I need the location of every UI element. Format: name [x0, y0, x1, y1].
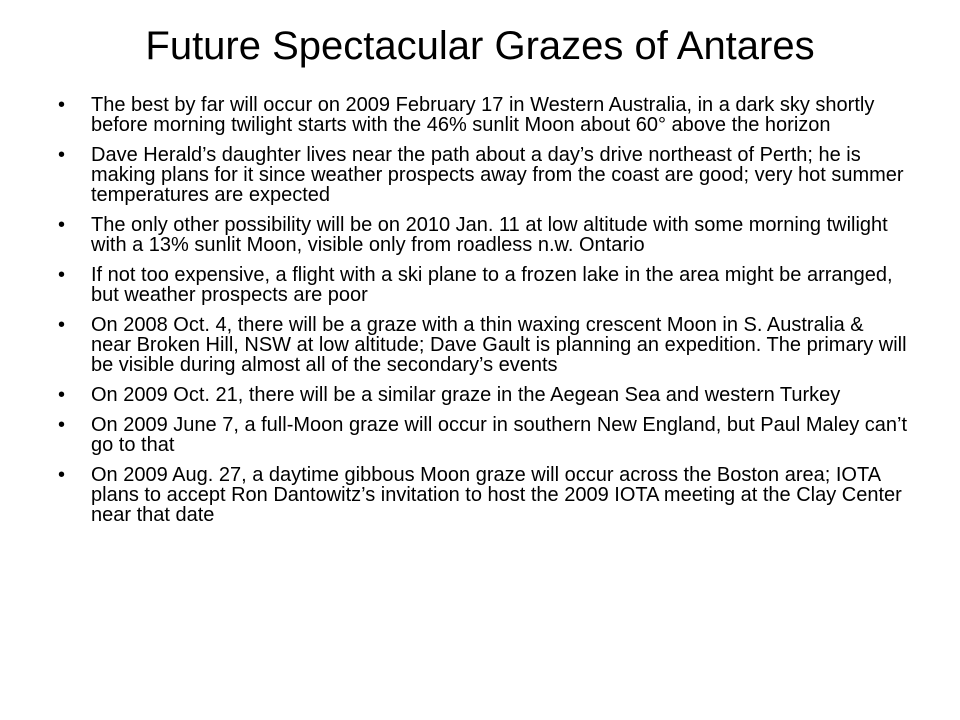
- bullet-text: On 2009 Oct. 21, there will be a similar graze in the Aegean Sea and western Turkey: [91, 384, 841, 406]
- bullet-item-2: [58, 145, 908, 205]
- bullet-item-8: [58, 465, 908, 525]
- bullet-item-1: [58, 95, 908, 135]
- bullet-icon: •: [58, 94, 66, 116]
- bullet-item-4: [58, 265, 908, 305]
- bullet-icon: •: [58, 214, 66, 236]
- bullet-icon: •: [58, 414, 66, 436]
- bullet-text: On 2008 Oct. 4, there will be a graze with a thin waxing crescent Moon in S. Australia & near Broken Hill, NSW at low altitude; Dave Gault is planning an expedition. The primary will be visible during almost all of the secondary’s events: [91, 314, 907, 376]
- bullet-icon: •: [58, 264, 66, 286]
- bullet-text: If not too expensive, a flight with a ski plane to a frozen lake in the area might be arranged, but weather prospects are poor: [91, 264, 893, 306]
- bullet-item-3: [58, 215, 908, 255]
- bullet-icon: •: [58, 314, 66, 336]
- bullet-list: [58, 95, 908, 535]
- bullet-text: On 2009 June 7, a full-Moon graze will occur in southern New England, but Paul Maley can’t go to that: [91, 414, 908, 456]
- bullet-item-6: [58, 385, 908, 405]
- bullet-text: The best by far will occur on 2009 February 17 in Western Australia, in a dark sky shortly before morning twilight starts with the 46% sunlit Moon about 60° above the horizon: [91, 94, 875, 136]
- bullet-icon: •: [58, 384, 66, 406]
- bullet-text: The only other possibility will be on 2010 Jan. 11 at low altitude with some morning twilight with a 13% sunlit Moon, visible only from roadless n.w. Ontario: [91, 214, 888, 256]
- bullet-text: On 2009 Aug. 27, a daytime gibbous Moon graze will occur across the Boston area; IOTA plans to accept Ron Dantowitz’s invitation to host the 2009 IOTA meeting at the Clay Center near that date: [91, 464, 902, 526]
- bullet-item-7: [58, 415, 908, 455]
- bullet-item-5: [58, 315, 908, 375]
- bullet-icon: •: [58, 144, 66, 166]
- bullet-text: Dave Herald’s daughter lives near the path about a day’s drive northeast of Perth; he is making plans for it since weather prospects away from the coast are good; very hot summer temperatures are expected: [91, 144, 904, 206]
- slide-title: Future Spectacular Grazes of Antares: [145, 24, 815, 68]
- bullet-icon: •: [58, 464, 66, 486]
